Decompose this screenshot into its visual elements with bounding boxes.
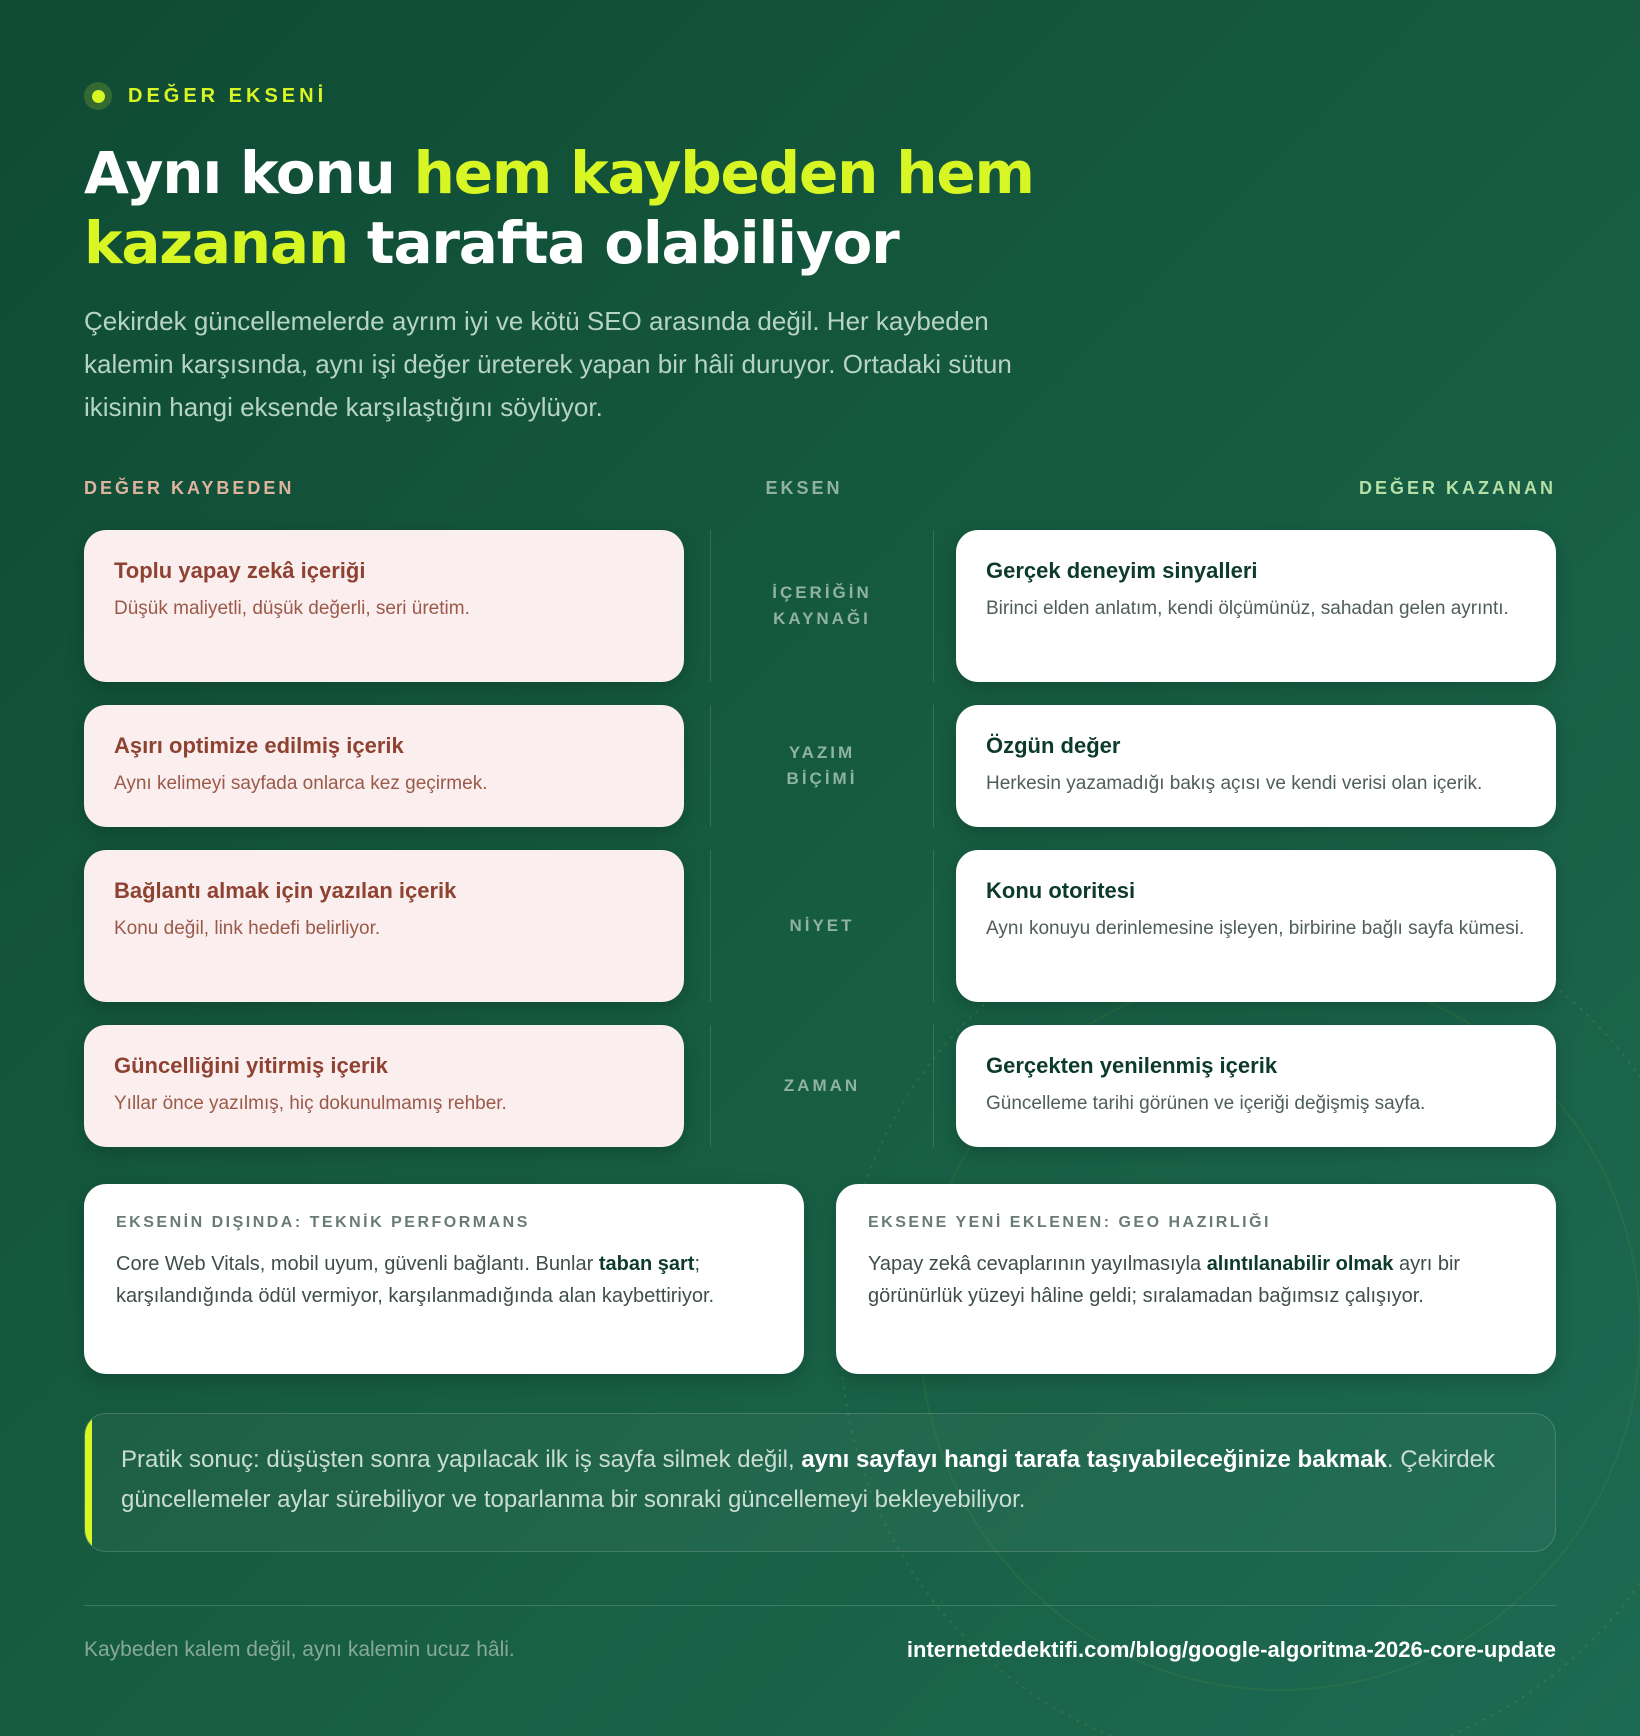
title-part2: tarafta olabiliyor — [347, 209, 899, 277]
infographic — [84, 0, 1556, 1736]
callout-text-after: . Çekirdek güncellemeler aylar sürebiliyor ve toparlanma bir sonraki güncellemeyi bekleyebiliyor. — [121, 1446, 1495, 1513]
column-header-lose: DEĞER KAYBEDEN — [84, 478, 295, 498]
lose-card — [84, 1025, 684, 1147]
win-card-title: Gerçek deneyim sinyalleri — [986, 558, 1258, 583]
lose-card-desc: Yıllar önce yazılmış, hiç dokunulmamış rehber. — [114, 1093, 507, 1114]
column-header-win: DEĞER KAZANAN — [1358, 478, 1556, 498]
note-technical-performance — [84, 1184, 804, 1374]
comparison-row — [84, 850, 1556, 1002]
win-card — [956, 530, 1556, 682]
note-text — [116, 1248, 772, 1312]
eyebrow-label: DEĞER EKSENİ — [128, 84, 328, 107]
lose-card-title: Güncelliğini yitirmiş içerik — [114, 1053, 388, 1078]
note-text — [868, 1248, 1524, 1312]
callout-text — [121, 1440, 1519, 1520]
footer-tagline: Kaybeden kalem değil, aynı kalemin ucuz hâli. — [84, 1638, 515, 1661]
note-text-after: ; karşılandığında ödül vermiyor, karşılanmadığında alan kaybettiriyor. — [116, 1253, 715, 1307]
lead-paragraph: Çekirdek güncellemelerde ayrım iyi ve kötü SEO arasında değil. Her kaybeden kalemin karşısında, aynı işi değer üreterek yapan bir hâli duruyor. Ortadaki sütun ikisinin hangi eksende karşılaştığını söylüyor. — [84, 306, 1012, 422]
note-label: EKSENİN DIŞINDA: TEKNİK PERFORMANS — [116, 1214, 530, 1231]
column-header-axis: EKSEN — [765, 478, 843, 498]
callout-text-bold: aynı sayfayı hangi tarafa taşıyabileceğinize bakmak — [801, 1446, 1387, 1473]
axis-label: YAZIM BİÇİMİ — [786, 743, 858, 788]
win-card — [956, 850, 1556, 1002]
win-card-desc: Herkesin yazamadığı bakış açısı ve kendi verisi olan içerik. — [986, 773, 1483, 794]
axis-cell — [710, 705, 934, 827]
win-card-desc: Birinci elden anlatım, kendi ölçümünüz, sahadan gelen ayrıntı. — [986, 598, 1509, 619]
win-card-title: Özgün değer — [986, 733, 1121, 758]
comparison-row — [84, 1025, 1556, 1147]
note-text-bold: alıntılanabilir olmak — [1206, 1253, 1394, 1275]
lose-card-desc: Düşük maliyetli, düşük değerli, seri üretim. — [114, 598, 470, 619]
note-label: EKSENE YENİ EKLENEN: GEO HAZIRLIĞI — [868, 1214, 1271, 1231]
win-card-title: Gerçekten yenilenmiş içerik — [986, 1053, 1278, 1078]
practical-result-callout — [84, 1413, 1556, 1552]
lose-card-desc: Konu değil, link hedefi belirliyor. — [114, 918, 381, 939]
axis-label: NİYET — [789, 916, 855, 935]
comparison-row — [84, 705, 1556, 827]
note-text-before: Core Web Vitals, mobil uyum, güvenli bağlantı. Bunlar — [116, 1253, 599, 1275]
comparison-row — [84, 530, 1556, 682]
win-card — [956, 705, 1556, 827]
note-text-after: ayrı bir görünürlük yüzeyi hâline geldi; sıralamadan bağımsız çalışıyor. — [868, 1253, 1461, 1307]
lose-card-title: Toplu yapay zekâ içeriği — [114, 558, 366, 583]
axis-cell — [710, 530, 934, 682]
note-text-bold: taban şart — [598, 1253, 695, 1275]
page-title — [84, 138, 1084, 278]
lose-card-title: Bağlantı almak için yazılan içerik — [114, 878, 457, 903]
callout-text-before: Pratik sonuç: düşüşten sonra yapılacak ilk iş sayfa silmek değil, — [121, 1446, 802, 1473]
axis-cell — [710, 1025, 934, 1147]
footer-divider — [84, 1605, 1556, 1606]
win-card — [956, 1025, 1556, 1147]
axis-label: İÇERİĞİN KAYNAĞI — [772, 583, 872, 628]
footer-url-link[interactable]: internetdedektifi.com/blog/google-algoritma-2026-core-update — [906, 1637, 1556, 1662]
axis-cell — [710, 850, 934, 1002]
note-geo-readiness — [836, 1184, 1556, 1374]
lose-card-title: Aşırı optimize edilmiş içerik — [114, 733, 404, 758]
note-text-before: Yapay zekâ cevaplarının yayılmasıyla — [868, 1253, 1207, 1275]
lose-card-desc: Aynı kelimeyi sayfada onlarca kez geçirmek. — [114, 773, 488, 794]
win-card-desc: Güncelleme tarihi görünen ve içeriği değişmiş sayfa. — [986, 1093, 1426, 1114]
title-part1: Aynı konu — [84, 139, 414, 207]
eyebrow — [84, 82, 327, 110]
axis-label: ZAMAN — [783, 1076, 861, 1095]
lose-card — [84, 705, 684, 827]
lose-card — [84, 530, 684, 682]
win-card-desc: Aynı konuyu derinlemesine işleyen, birbirine bağlı sayfa kümesi. — [986, 918, 1525, 939]
title-highlight: hem kaybeden hem kazanan — [84, 139, 1034, 277]
lose-card — [84, 850, 684, 1002]
bullet-dot-icon — [84, 82, 112, 110]
win-card-title: Konu otoritesi — [986, 878, 1136, 903]
